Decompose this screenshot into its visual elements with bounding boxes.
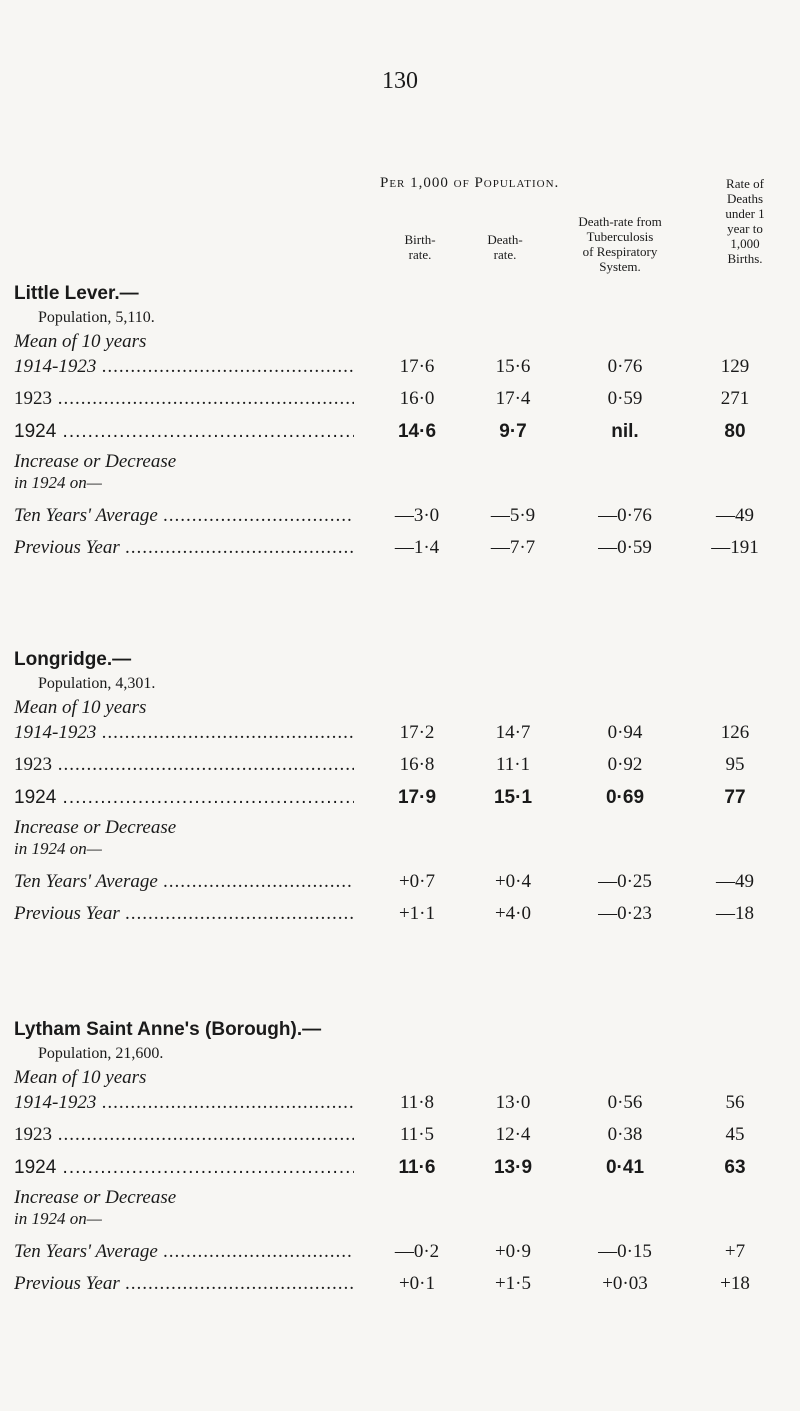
tb-rate: nil. [611, 421, 639, 442]
section-longridge [0, 649, 800, 989]
row-label: Ten Years' Average ..... [14, 871, 354, 893]
tb-rate: —0·23 [598, 903, 652, 924]
birth-rate: —0·2 [394, 1241, 440, 1262]
birth-rate: 14·6 [397, 421, 437, 442]
infant-rate: 80 [724, 421, 746, 442]
row-label: 1914-1923 ..... [14, 356, 354, 378]
mean-label: Mean of 10 years [14, 697, 147, 718]
tb-rate: 0·69 [605, 787, 645, 808]
tb-rate: 0·76 [607, 356, 643, 377]
birth-rate: 16·8 [399, 754, 435, 775]
row-label: Ten Years' Average ..... [14, 505, 354, 527]
row-label: 1923 ..... [14, 1124, 354, 1146]
change-label: Increase or Decrease [14, 1187, 177, 1208]
birth-rate: 17·2 [399, 722, 435, 743]
tb-rate: +0·03 [602, 1273, 648, 1294]
mean-label: Mean of 10 years [14, 331, 147, 352]
death-rate-header: Death- rate. [487, 232, 523, 262]
table-row [0, 903, 800, 927]
birth-rate: 11·6 [398, 1157, 436, 1178]
infant-rate: 126 [720, 722, 750, 743]
page-number: 130 [382, 68, 418, 94]
death-rate: +0·9 [494, 1241, 532, 1262]
infant-death-rate-header: Rate of Deaths under 1 year to 1,000 Births. [725, 176, 765, 266]
table-row [0, 1092, 800, 1116]
death-rate: 15·1 [493, 787, 533, 808]
tb-rate: 0·41 [605, 1157, 645, 1178]
tb-rate: —0·59 [598, 537, 652, 558]
section-title: Longridge.— [14, 649, 132, 670]
tb-rate: —0·76 [598, 505, 652, 526]
infant-rate: 129 [720, 356, 750, 377]
population: Population, 21,600. [38, 1045, 164, 1062]
section-lytham-saint-annes [0, 1019, 800, 1359]
birth-rate: 11·5 [399, 1124, 435, 1145]
row-label: Previous Year ..... [14, 1273, 354, 1295]
tb-death-rate-header: Death-rate from Tuberculosis of Respiratory System. [578, 214, 662, 274]
infant-rate: 271 [720, 388, 750, 409]
infant-rate: 77 [724, 787, 746, 808]
birth-rate: +0·7 [398, 871, 436, 892]
change-sub-label: in 1924 on— [14, 839, 102, 858]
death-rate: —7·7 [490, 537, 536, 558]
birth-rate: 17·9 [397, 787, 437, 808]
infant-rate: —49 [716, 505, 754, 526]
row-label: 1914-1923 ..... [14, 1092, 354, 1114]
infant-rate: 95 [725, 754, 745, 775]
table-row [0, 388, 800, 412]
table-row [0, 421, 800, 445]
death-rate: 14·7 [495, 722, 531, 743]
death-rate: —5·9 [490, 505, 536, 526]
death-rate: 13·9 [493, 1157, 533, 1178]
birth-rate-header: Birth- rate. [404, 232, 436, 262]
section-little-lever [0, 283, 800, 623]
table-row [0, 537, 800, 561]
table-row [0, 356, 800, 380]
death-rate: 9·7 [499, 421, 527, 442]
death-rate: 12·4 [495, 1124, 531, 1145]
row-label: Ten Years' Average ..... [14, 1241, 354, 1263]
row-label: Previous Year ..... [14, 537, 354, 559]
row-label: 1924 ..... [14, 421, 354, 443]
birth-rate: 11·8 [399, 1092, 435, 1113]
row-label: 1924 ..... [14, 1157, 354, 1179]
row-label: 1923 ..... [14, 754, 354, 776]
death-rate: +0·4 [494, 871, 532, 892]
column-group-header: Per 1,000 of Population. [380, 175, 560, 191]
table-row [0, 787, 800, 811]
row-label: 1923 ..... [14, 388, 354, 410]
population: Population, 5,110. [38, 309, 155, 326]
death-rate: 15·6 [495, 356, 531, 377]
infant-rate: 56 [725, 1092, 745, 1113]
birth-rate: 17·6 [399, 356, 435, 377]
table-row [0, 722, 800, 746]
table-row [0, 754, 800, 778]
row-label: 1914-1923 ..... [14, 722, 354, 744]
death-rate: 17·4 [495, 388, 531, 409]
section-title: Lytham Saint Anne's (Borough).— [14, 1019, 322, 1040]
change-label: Increase or Decrease [14, 817, 177, 838]
tb-rate: 0·92 [607, 754, 643, 775]
table-row [0, 1241, 800, 1265]
birth-rate: 16·0 [399, 388, 435, 409]
death-rate: 11·1 [495, 754, 531, 775]
table-row [0, 505, 800, 529]
change-sub-label: in 1924 on— [14, 473, 102, 492]
tb-rate: 0·94 [607, 722, 643, 743]
death-rate: +4·0 [494, 903, 532, 924]
infant-rate: —191 [711, 537, 759, 558]
birth-rate: —1·4 [394, 537, 440, 558]
row-label: Previous Year ..... [14, 903, 354, 925]
infant-rate: +18 [720, 1273, 750, 1294]
mean-label: Mean of 10 years [14, 1067, 147, 1088]
death-rate: 13·0 [495, 1092, 531, 1113]
birth-rate: —3·0 [394, 505, 440, 526]
birth-rate: +1·1 [398, 903, 436, 924]
death-rate: +1·5 [494, 1273, 532, 1294]
tb-rate: 0·56 [607, 1092, 643, 1113]
infant-rate: 63 [724, 1157, 746, 1178]
change-sub-label: in 1924 on— [14, 1209, 102, 1228]
table-row [0, 1124, 800, 1148]
change-label: Increase or Decrease [14, 451, 177, 472]
table-row [0, 1157, 800, 1181]
table-row [0, 871, 800, 895]
infant-rate: —18 [716, 903, 754, 924]
infant-rate: 45 [725, 1124, 745, 1145]
section-title: Little Lever.— [14, 283, 139, 304]
tb-rate: 0·38 [607, 1124, 643, 1145]
table-row [0, 1273, 800, 1297]
infant-rate: —49 [716, 871, 754, 892]
row-label: 1924 ..... [14, 787, 354, 809]
tb-rate: 0·59 [607, 388, 643, 409]
infant-rate: +7 [724, 1241, 746, 1262]
birth-rate: +0·1 [398, 1273, 436, 1294]
tb-rate: —0·15 [598, 1241, 652, 1262]
tb-rate: —0·25 [598, 871, 652, 892]
population: Population, 4,301. [38, 675, 156, 692]
